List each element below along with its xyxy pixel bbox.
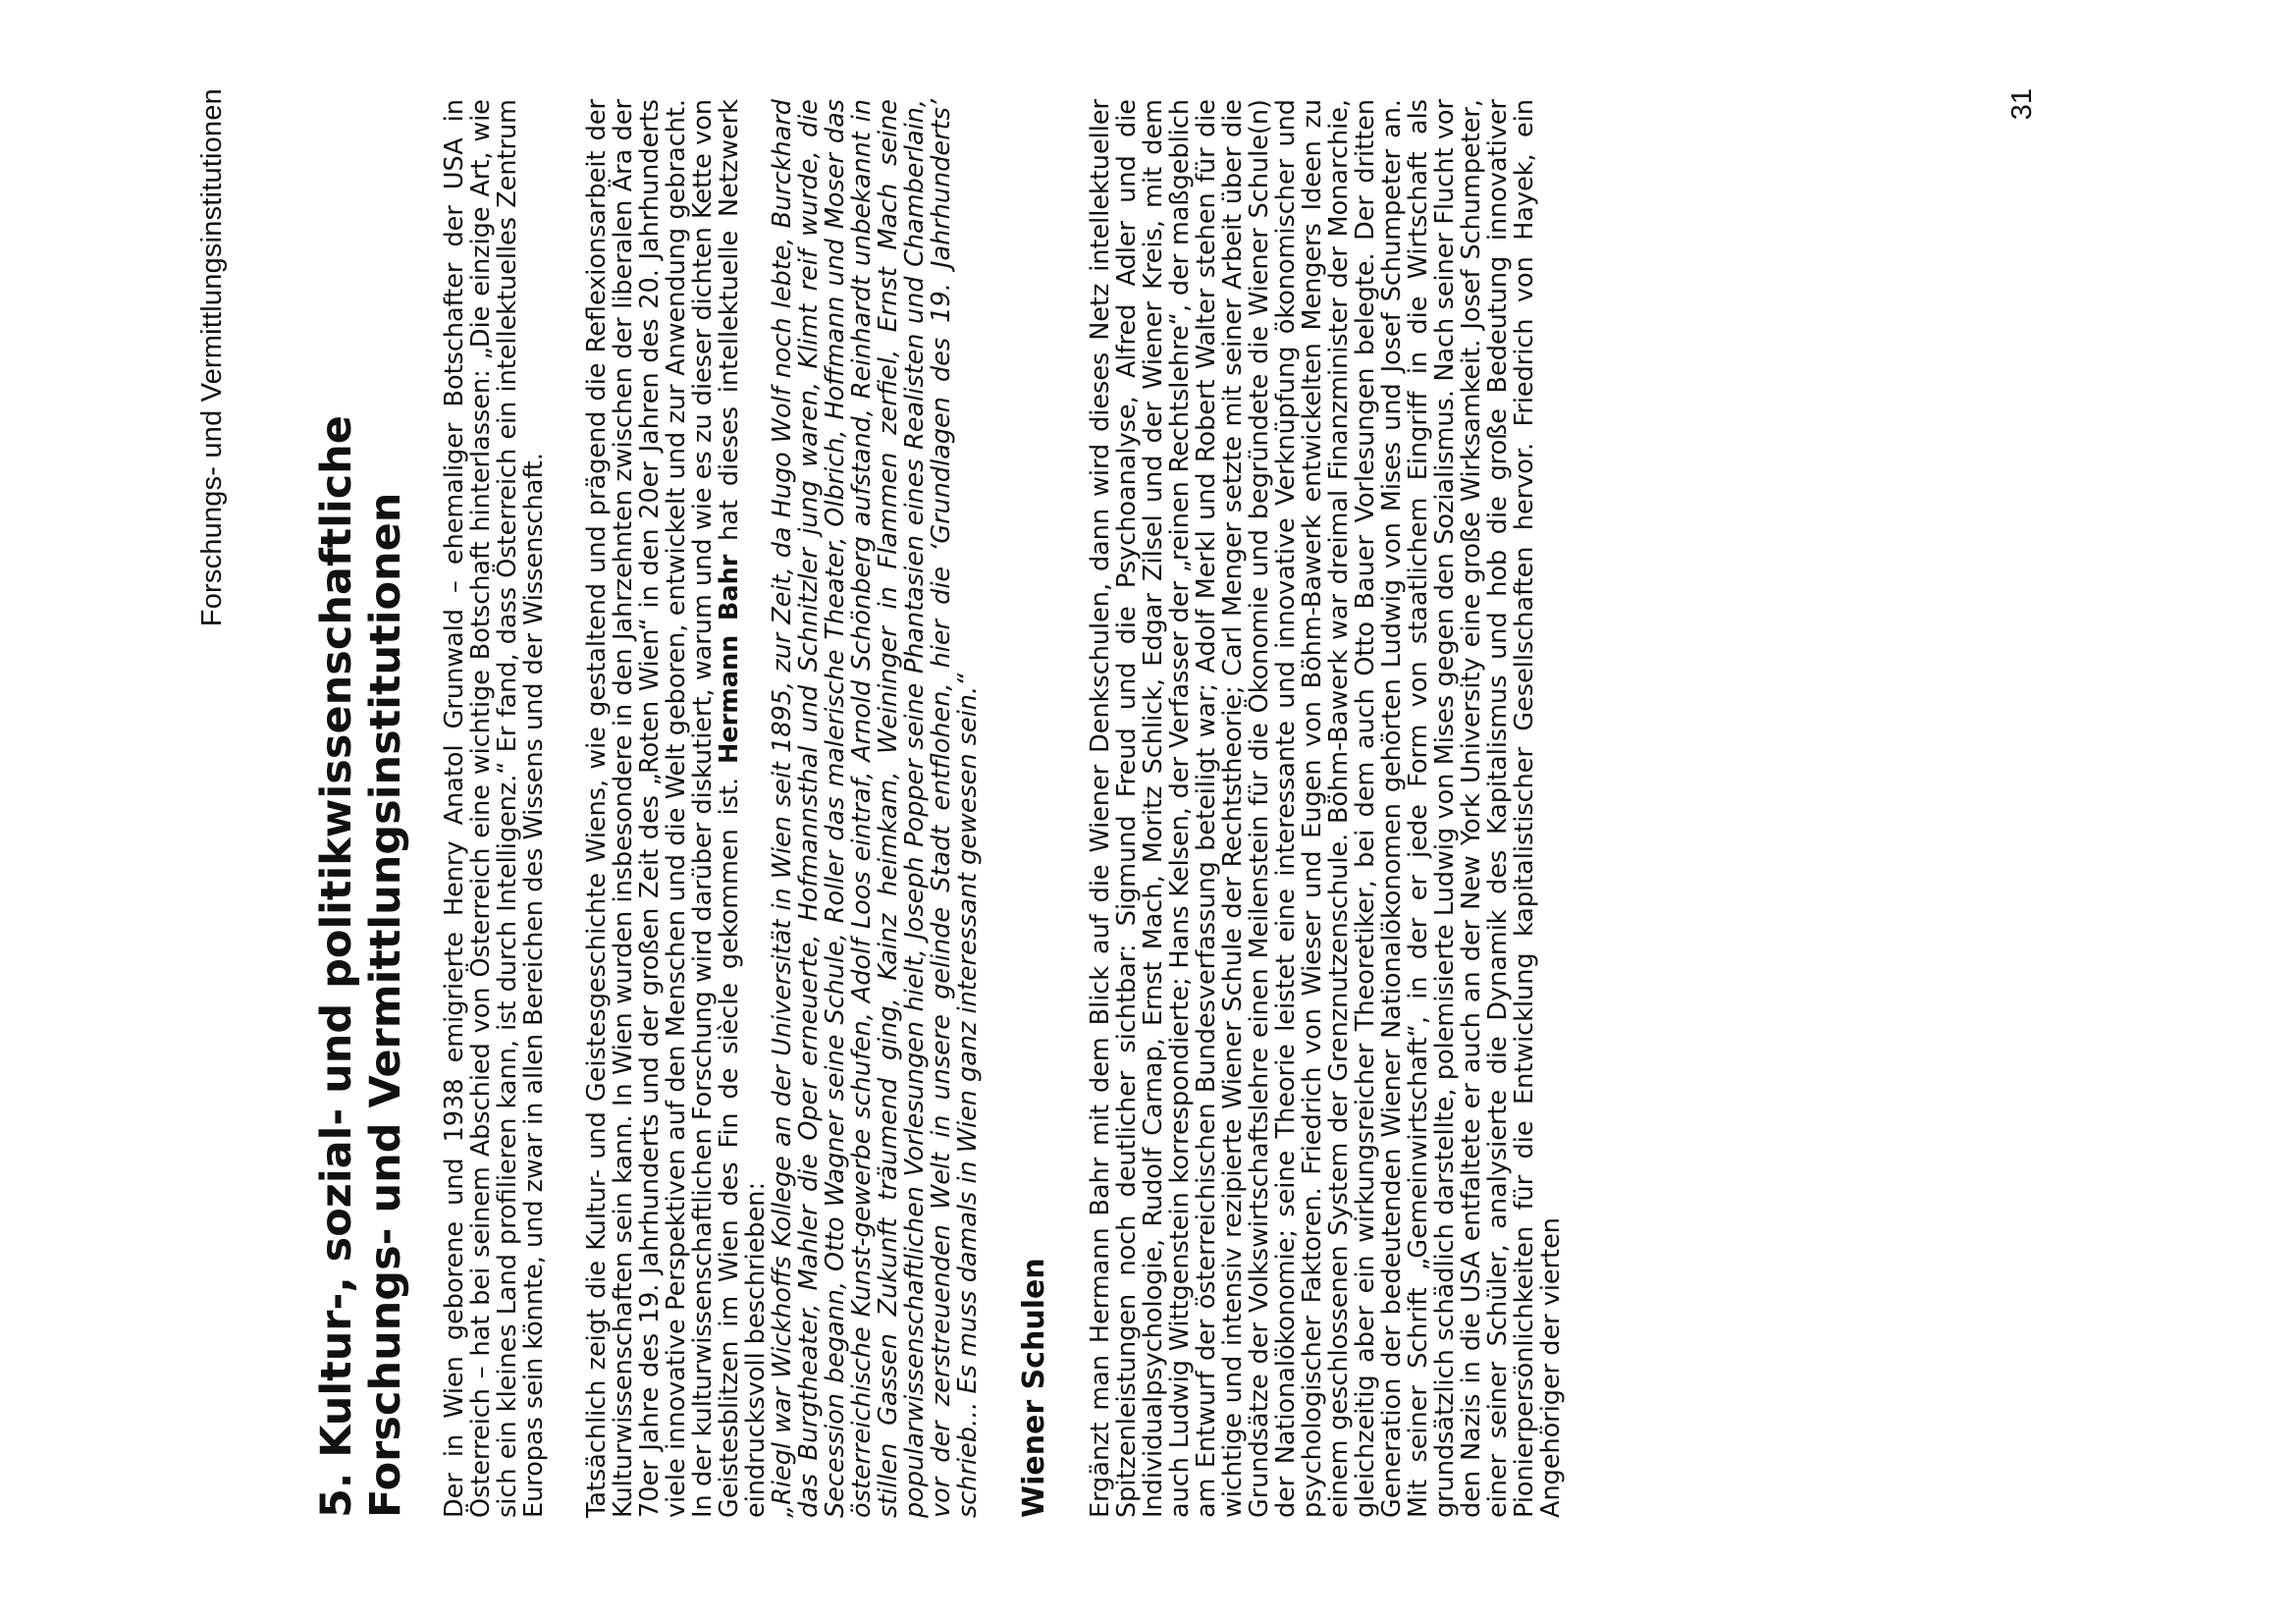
context-text-before: Tatsächlich zeigt die Kultur- und Geistesgeschichte Wiens, wie gestaltend und prägend die Reflexionsarbeit der Kulturwissenschaften sein kann. In Wien wurden insbesondere in den Jahrzehnten zwischen der liberalen Ära der 70er Jahre des 19. Jahrhunderts und der großen Zeit des „Roten Wien“ in den 20er Jahren des 20. Jahrhunderts viele innovative Perspektiven auf den Menschen und die Welt geboren, entwickelt und zur Anwendung gebracht. In der kulturwissenschaftlichen Forschung wird darüber diskutiert, warum und wie es zu dieser dichten Kette von Geistesblitzen im Wien des Fin de siècle gekommen ist.: [582, 99, 744, 1518]
intro-paragraph: Der in Wien geborene und 1938 emigrierte Henry Anatol Grunwald – ehemaliger Botschafter der USA in Österreich – hat bei seinem Abschied von Österreich eine wichtige Botschaft hinterlassen: „Die einzige Art, wie sich ein kleines Land profilieren kann, ist durch Intelligenz.“ Er fand, dass Österreich ein intellektuelles Zentrum Europas sein könnte, und zwar in allen Bereichen des Wissens und der Wissenschaft.: [440, 99, 549, 1518]
context-paragraph: [584, 99, 770, 1518]
page-content: [312, 99, 1601, 1518]
chapter-title-line-1: 5. Kultur-, sozial- und politikwissenschaftliche: [312, 415, 361, 1518]
page-number: 31: [2006, 88, 2038, 121]
section-paragraph: Ergänzt man Hermann Bahr mit dem Blick auf die Wiener Denkschulen, dann wird dieses Netz intellektueller Spitzenleistungen noch deutlicher sichtbar: Sigmund Freud und die Psychoanalyse, Alfred Adler und die Individualpsychologie, Rudolf Carnap, Ernst Mach, Moritz Schlick, Edgar Zilsel und der Wiener Kreis, mit dem auch Ludwig Wittgenstein korrespondierte; Hans Kelsen, der Verfasser der „reinen Rechtslehre“, der maßgeblich am Entwurf der österreichischen Bundesverfassung beteiligt war; Adolf Merkl und Robert Walter stehen für die wichtige und intensiv rezipierte Wiener Schule der Rechtstheorie; Carl Menger setzte mit seiner Arbeit über die Grundsätze der Volkswirtschaftslehre einen Meilenstein für die Ökonomie und begründete die Wiener Schule(n) der Nationalökonomie; seine Theorie leistet eine interessante und innovative Verknüpfung ökonomischer und psychologischer Faktoren. Friedrich von Wieser und Eugen von Böhm-Bawerk entwickelten Mengers Ideen zu einem geschlossenen System der Grenznutzenschule. Böhm-Bawerk war dreimal Finanzminister der Monarchie, gleichzeitig aber ein wirkungsreicher Theoretiker, bei dem auch Otto Bauer Vorlesungen belegte. Der dritten Generation der bedeutenden Wiener Nationalökonomen gehörten Ludwig von Mises und Josef Schumpeter an. Mit seiner Schrift „Gemeinwirtschaft“, in der er jede Form von staatlichem Eingriff in die Wirtschaft als grundsätzlich schädlich darstellte, polemisierte Ludwig von Mises gegen den Sozialismus. Nach seiner Flucht vor den Nazis in die USA entfaltete er auch an der New York University eine große Wirksamkeit. Josef Schumpeter, einer seiner Schüler, analysierte die Dynamik des Kapitalismus und hob die große Bedeutung innovativer Pionierpersönlichkeiten für die Entwicklung kapitalistischer Gesellschaften hervor. Friedrich von Hayek, ein Angehöriger der vierten: [1086, 99, 1566, 1518]
section-heading: Wiener Schulen: [1017, 1258, 1051, 1518]
context-text-after: hat dieses intellektuelle Netzwerk eindrucksvoll beschrieben:: [715, 99, 771, 1518]
bahr-quote: „Riegl war Wickhoffs Kollege an der Universität in Wien seit 1895, zur Zeit, da Hugo Wolf noch lebte, Burckhard das Burgtheater, Mahler die Oper erneuerte, Hofmannsthal und Schnitzler jung waren, Klimt reif wurde, die Secession begann, Otto Wagner seine Schule, Roller das malerische Theater, Olbrich, Hoffmann und Moser das österreichische Kunst-gewerbe schufen, Adolf Loos eintraf, Arnold Schönberg aufstand, Reinhardt unbekannt in stillen Gassen Zukunft träumend ging, Kainz heimkam, Weininger in Flammen zerfiel, Ernst Mach seine popularwissenschaftlichen Vorlesungen hielt, Joseph Popper seine Phantasien eines Realisten und Chamberlain, vor der zerstreuenden Welt in unsere gelinde Stadt entflohen, hier die ‘Grundlagen des 19. Jahrhunderts’ schrieb… Es muss damals in Wien ganz interessant gewesen sein.“: [768, 99, 983, 1518]
chapter-title: [312, 99, 410, 1518]
chapter-title-line-2: Forschungs- und Vermittlungsinstitutionen: [361, 492, 410, 1518]
author-name: Hermann Bahr: [715, 554, 744, 764]
running-header: Forschungs- und Vermittlungsinstitutionen: [196, 88, 228, 627]
